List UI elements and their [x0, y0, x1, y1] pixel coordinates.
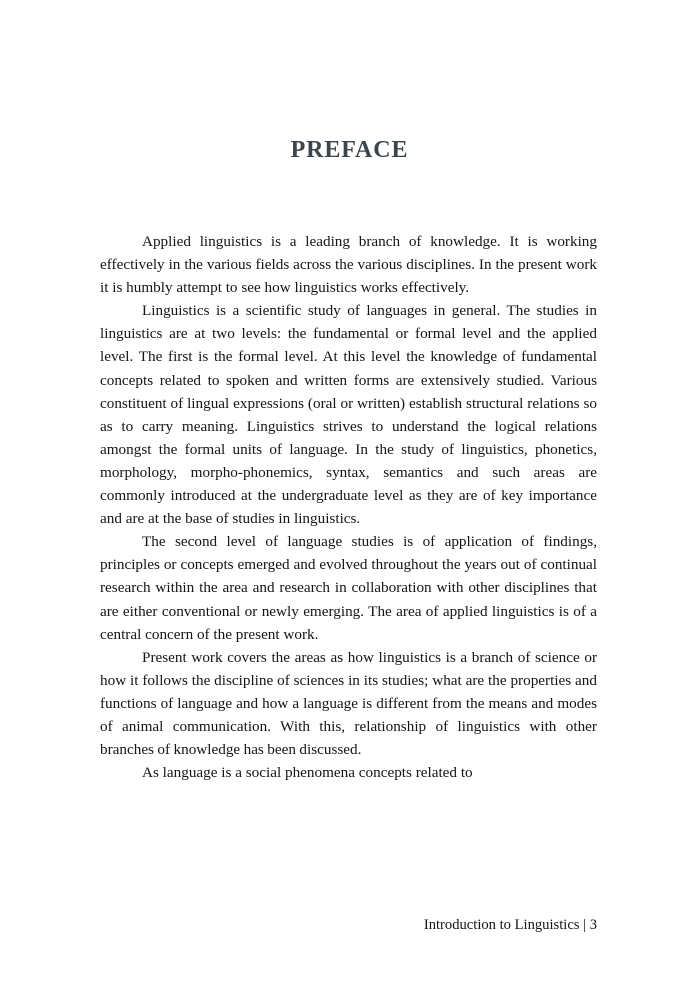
body-text-block	[100, 230, 597, 784]
paragraph-3: The second level of language studies is of application of findings, principles or concepts emerged and evolved throughout the years out of continual research within the area and research in collaboration with other disciplines that are either conventional or newly emerging. The area of applied linguistics is of a central concern of the present work.	[100, 533, 597, 643]
page-title: PREFACE	[290, 137, 409, 164]
paragraph-5: As language is a social phenomena concepts related to	[142, 764, 473, 782]
page-footer: Introduction to Linguistics | 3	[423, 917, 597, 933]
paragraph-1: Applied linguistics is a leading branch of knowledge. It is working effectively in the various fields across the various disciplines. In the present work it is humbly attempt to see how linguistics works effectively.	[100, 233, 597, 297]
paragraph-2: Linguistics is a scientific study of languages in general. The studies in linguistics are at two levels: the fundamental or formal level and the applied level. The first is the formal level. At this level the knowledge of fundamental concepts related to spoken and written forms are extensively studied. Various constituent of lingual expressions (oral or written) establish structural relations so as to carry meaning. Linguistics strives to understand the logical relations amongst the formal units of language. In the study of linguistics, phonetics, morphology, morpho-phonemics, syntax, semantics and such areas are commonly introduced at the undergraduate level as they are of key importance and are at the base of studies in linguistics.	[100, 302, 597, 528]
paragraph-4: Present work covers the areas as how linguistics is a branch of science or how it follows the discipline of sciences in its studies; what are the properties and functions of language and how a language is different from the means and modes of animal communication. With this, relationship of linguistics with other branches of knowledge has been discussed.	[100, 648, 597, 759]
